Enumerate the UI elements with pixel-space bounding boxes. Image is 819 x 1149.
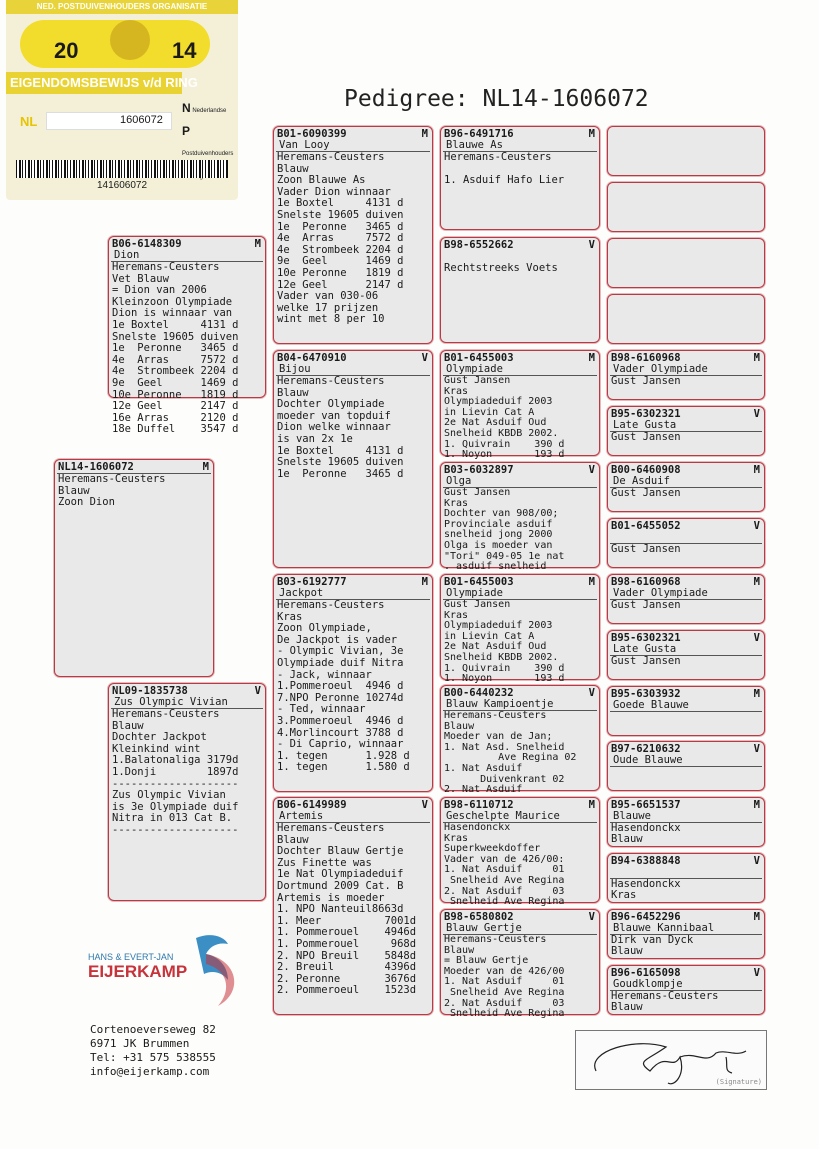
pigeon-name: Bijou bbox=[276, 364, 430, 376]
sticker-org-n: N Nederlandse bbox=[182, 101, 227, 115]
card-g2 bbox=[607, 182, 765, 232]
pigeon-name: Jackpot bbox=[276, 588, 430, 600]
card-ff bbox=[273, 126, 433, 344]
card-g9 bbox=[607, 574, 765, 624]
logo-line1: HANS & EVERT-JAN bbox=[88, 952, 174, 962]
pigeon-name: Zus Olympic Vivian bbox=[111, 697, 263, 709]
card-body: Heremans-Ceusters Blauw = Blauw Gertje Moeder van de 426/00 1. Nat Asduif 01 Snelheid Ave Regina 2. Nat Asduif 03 Snelheid Ave Regina bbox=[444, 934, 565, 1020]
card-body: Gust Jansen bbox=[611, 543, 681, 555]
sticker-org-p: P Postduivenhouders bbox=[182, 124, 234, 157]
signature-label: (Signature) bbox=[715, 1078, 762, 1086]
ring-number: B00-6460908 bbox=[611, 464, 681, 476]
sticker-number: 1606072 bbox=[120, 114, 163, 126]
card-body: Heremans-Ceusters Kras Zoon Olympiade, De Jackpot is vader - Olympic Vivian, 3e Olympiade duif Nitra - Jack, winnaar 1.Pommeroeul 4946 d 7.NPO Peronne 10274d - Ted, winnaar 3.Pommeroeul 4946 d 4.Morlincourt 3788 d - Di Caprio, winnaar 1. tegen 1.928 d 1. tegen 1.580 d bbox=[277, 599, 410, 774]
pigeon-name: Goede Blauwe bbox=[610, 700, 762, 712]
card-body: Rechtstreeks Voets bbox=[444, 261, 558, 274]
ring-number: B03-6192777 bbox=[277, 576, 347, 588]
card-g8 bbox=[607, 518, 765, 568]
sticker-country: NL bbox=[20, 114, 38, 129]
pigeon-name: Artemis bbox=[276, 811, 430, 823]
card-body: Heremans-Ceusters 1. Asduif Hafo Lier bbox=[444, 151, 565, 187]
pigeon-name: Vader Olympiade bbox=[610, 588, 762, 600]
sex: V bbox=[753, 743, 760, 755]
card-body: Heremans-Ceusters Blauw Moeder van de Jan; 1. Nat Asd. Snelheid Ave Regina 02 1. Nat Asduif Duivenkrant 02 2. Nat Asduif bbox=[444, 710, 577, 796]
card-g15 bbox=[607, 909, 765, 959]
pigeon-name: Geschelpte Maurice bbox=[443, 811, 597, 823]
card-g11 bbox=[607, 686, 765, 736]
card-body: Gust Jansen bbox=[611, 487, 681, 499]
card-body: Hasendonckx Kras Superkweekdoffer Vader van de 426/00: 1. Nat Asduif 01 Snelheid Ave Regina 2. Nat Asduif 03 Snelheid Ave Regina bbox=[444, 822, 565, 908]
sex: M bbox=[421, 128, 428, 140]
ring-number: B95-6651537 bbox=[611, 799, 681, 811]
card-body: Gust Jansen bbox=[611, 599, 681, 611]
card-mmf bbox=[440, 797, 600, 908]
pigeon-name: Late Gusta bbox=[610, 420, 762, 432]
sticker-header: NED. POSTDUIVENHOUDERS ORGANISATIE bbox=[6, 0, 238, 14]
ring-number: B98-6160968 bbox=[611, 576, 681, 588]
pigeon-name: Blauwe bbox=[610, 811, 762, 823]
card-g7 bbox=[607, 462, 765, 512]
card-body: Gust Jansen bbox=[611, 431, 681, 443]
pigeon-name: Blauw Kampioentje bbox=[443, 699, 597, 711]
ring-number: B01-6455052 bbox=[611, 520, 681, 532]
ring-number: B98-6552662 bbox=[444, 239, 514, 251]
card-body: Heremans-Ceusters Blauw Dochter Olympiade moeder van topduif Dion welke winnaar is van 2x 1e 1e Boxtel 4131 d Snelste 19605 duiven 1e Peronne 3465 d bbox=[277, 375, 404, 480]
sex: M bbox=[588, 352, 595, 364]
ring-number: B95-6303932 bbox=[611, 688, 681, 700]
sticker-year-right: 14 bbox=[172, 38, 197, 63]
ring-number: B01-6090399 bbox=[277, 128, 347, 140]
card-body: Gust Jansen Kras Olympiadeduif 2003 in Lievin Cat A 2e Nat Asduif Oud Snelheid KBDB 2002. 1. Quivrain 390 d 1. Noyon 193 d bbox=[444, 375, 565, 461]
barcode bbox=[16, 160, 228, 178]
card-fff bbox=[440, 126, 600, 230]
card-fmf bbox=[440, 350, 600, 461]
pigeon-name: Blauw Gertje bbox=[443, 923, 597, 935]
sex: M bbox=[588, 799, 595, 811]
card-g6 bbox=[607, 406, 765, 456]
ring-number: B95-6302321 bbox=[611, 408, 681, 420]
card-g4 bbox=[607, 294, 765, 344]
card-mmm bbox=[440, 909, 600, 1020]
sex: M bbox=[254, 238, 261, 250]
card-body: Hasendonckx Kras bbox=[611, 878, 681, 901]
card-g1 bbox=[607, 126, 765, 176]
card-g12 bbox=[607, 741, 765, 791]
sex: M bbox=[753, 911, 760, 923]
sex: M bbox=[202, 461, 209, 473]
sex: M bbox=[421, 576, 428, 588]
sex: V bbox=[753, 520, 760, 532]
card-fm bbox=[273, 350, 433, 568]
sex: M bbox=[753, 464, 760, 476]
ring-number: B98-6160968 bbox=[611, 352, 681, 364]
card-g13 bbox=[607, 797, 765, 847]
pigeon-name: Blauwe Kannibaal bbox=[610, 923, 762, 935]
pigeon-name: Oude Blauwe bbox=[610, 755, 762, 767]
ring-number: B06-6149989 bbox=[277, 799, 347, 811]
card-mm bbox=[273, 797, 433, 1015]
ring-number: B96-6491716 bbox=[444, 128, 514, 140]
pigeon-name: Vader Olympiade bbox=[610, 364, 762, 376]
card-mfm bbox=[440, 685, 600, 796]
sex: V bbox=[753, 967, 760, 979]
ring-number: B96-6452296 bbox=[611, 911, 681, 923]
card-body: Gust Jansen Kras Dochter van 908/00; Provinciale asduif snelheid jong 2000 Olga is moeder van "Tori" 049-05 1e nat . asduif snelheid bbox=[444, 487, 565, 573]
card-g16 bbox=[607, 965, 765, 1015]
card-body: Gust Jansen bbox=[611, 375, 681, 387]
ring-number: B01-6455003 bbox=[444, 576, 514, 588]
sex: M bbox=[753, 352, 760, 364]
pigeon-name: Olympiade bbox=[443, 364, 597, 376]
sex: V bbox=[588, 687, 595, 699]
card-body: Heremans-Ceusters Blauw Zoon Blauwe As Vader Dion winnaar 1e Boxtel 4131 d Snelste 19605 duiven 1e Peronne 3465 d 4e Arras 7572 d 4e Strombeek 2204 d 9e Geel 1469 d 10e Peronne 1819 d 12e Geel 2147 d Vader van 030-06 welke 17 prijzen wint met 8 per 10 bbox=[277, 151, 404, 326]
ring-number: B95-6302321 bbox=[611, 632, 681, 644]
page-title: Pedigree: NL14-1606072 bbox=[344, 86, 649, 112]
lion-emblem-icon bbox=[110, 20, 150, 60]
card-body: Gust Jansen Kras Olympiadeduif 2003 in Lievin Cat A 2e Nat Asduif Oud Snelheid KBDB 2002. 1. Quivrain 390 d 1. Noyon 193 d bbox=[444, 599, 565, 685]
pigeon-name: Blauwe As bbox=[443, 140, 597, 152]
ring-number: B04-6470910 bbox=[277, 352, 347, 364]
sex: M bbox=[588, 576, 595, 588]
card-f bbox=[108, 236, 266, 436]
eijerkamp-logo bbox=[88, 930, 248, 1010]
sex: M bbox=[753, 576, 760, 588]
ownership-sticker bbox=[6, 0, 238, 200]
card-mff bbox=[440, 574, 600, 685]
ring-number: B06-6148309 bbox=[112, 238, 182, 250]
sex: V bbox=[753, 855, 760, 867]
card-body: Heremans-Ceusters Blauw Zoon Dion bbox=[58, 473, 166, 509]
ring-number: B94-6388848 bbox=[611, 855, 681, 867]
signature-box bbox=[575, 1030, 767, 1090]
ring-number: B98-6110712 bbox=[444, 799, 514, 811]
sex: V bbox=[753, 632, 760, 644]
sticker-year-left: 20 bbox=[54, 38, 79, 63]
card-main bbox=[54, 459, 214, 677]
card-body: Heremans-Ceusters Vet Blauw = Dion van 2006 Kleinzoon Olympiade Dion is winnaar van 1e Boxtel 4131 d Snelste 19605 duiven 1e Peronne 3465 d 4e Arras 7572 d 4e Strombeek 2204 d 9e Geel 1469 d 10e Peronne 1819 d 12e Geel 2147 d 16e Arras 2120 d 18e Duffel 3547 d bbox=[112, 261, 239, 436]
card-body: Dirk van Dyck Blauw bbox=[611, 934, 694, 957]
card-body: Heremans-Ceusters Blauw Dochter Jackpot Kleinkind wint 1.Balatonaliga 3179d 1.Donji 1897d -------------------- Zus Olympic Vivian is 3e Olympiade duif Nitra in 013 Cat B. -------------------- bbox=[112, 708, 239, 836]
ring-number: B00-6440232 bbox=[444, 687, 514, 699]
card-body: Hasendonckx Blauw bbox=[611, 822, 681, 845]
sex: M bbox=[588, 128, 595, 140]
barcode-number: 141606072 bbox=[96, 180, 148, 191]
sex: V bbox=[753, 408, 760, 420]
pigeon-name: Dion bbox=[111, 250, 263, 262]
sex: M bbox=[753, 799, 760, 811]
pigeon-name: Goudklompje bbox=[610, 979, 762, 991]
card-body: Heremans-Ceusters Blauw Dochter Blauw Gertje Zus Finette was 1e Nat Olympiadeduif Dortmund 2009 Cat. B Artemis is moeder 1. NPO Nanteuil8663d 1. Meer 7001d 1. Pommerouel 4946d 1. Pommerouel 968d 2. NPO Breuil 5848d 2. Breuil 4396d 2. Peronne 3676d 2. Pommeroeul 1523d bbox=[277, 822, 417, 997]
card-body: Heremans-Ceusters Blauw bbox=[611, 990, 719, 1013]
card-g3 bbox=[607, 238, 765, 288]
ring-number: NL09-1835738 bbox=[112, 685, 188, 697]
sticker-band: EIGENDOMSBEWIJS v/d RING bbox=[6, 72, 182, 94]
card-body: Gust Jansen bbox=[611, 655, 681, 667]
card-g5 bbox=[607, 350, 765, 400]
ring-number: B97-6210632 bbox=[611, 743, 681, 755]
ring-number: B03-6032897 bbox=[444, 464, 514, 476]
ring-number: B96-6165098 bbox=[611, 967, 681, 979]
pigeon-name: Late Gusta bbox=[610, 644, 762, 656]
card-fmm bbox=[440, 462, 600, 573]
logo-line2: EIJERKAMP bbox=[88, 962, 188, 981]
ring-number: NL14-1606072 bbox=[58, 461, 134, 473]
card-g14 bbox=[607, 853, 765, 903]
address: Cortenoeverseweg 82 6971 JK Brummen Tel: +31 575 538555 info@eijerkamp.com bbox=[90, 1023, 216, 1078]
pigeon-name: Olga bbox=[443, 476, 597, 488]
sex: V bbox=[421, 352, 428, 364]
ring-number: B98-6580802 bbox=[444, 911, 514, 923]
sex: V bbox=[588, 239, 595, 251]
sex: V bbox=[254, 685, 261, 697]
pigeon-name: Van Looy bbox=[276, 140, 430, 152]
sex: V bbox=[588, 464, 595, 476]
pigeon-name: De Asduif bbox=[610, 476, 762, 488]
card-mf bbox=[273, 574, 433, 792]
sex: V bbox=[588, 911, 595, 923]
ring-number: B01-6455003 bbox=[444, 352, 514, 364]
card-ffm bbox=[440, 237, 600, 343]
sex: M bbox=[753, 688, 760, 700]
sex: V bbox=[421, 799, 428, 811]
card-g10 bbox=[607, 630, 765, 680]
card-m bbox=[108, 683, 266, 901]
pigeon-name: Olympiade bbox=[443, 588, 597, 600]
